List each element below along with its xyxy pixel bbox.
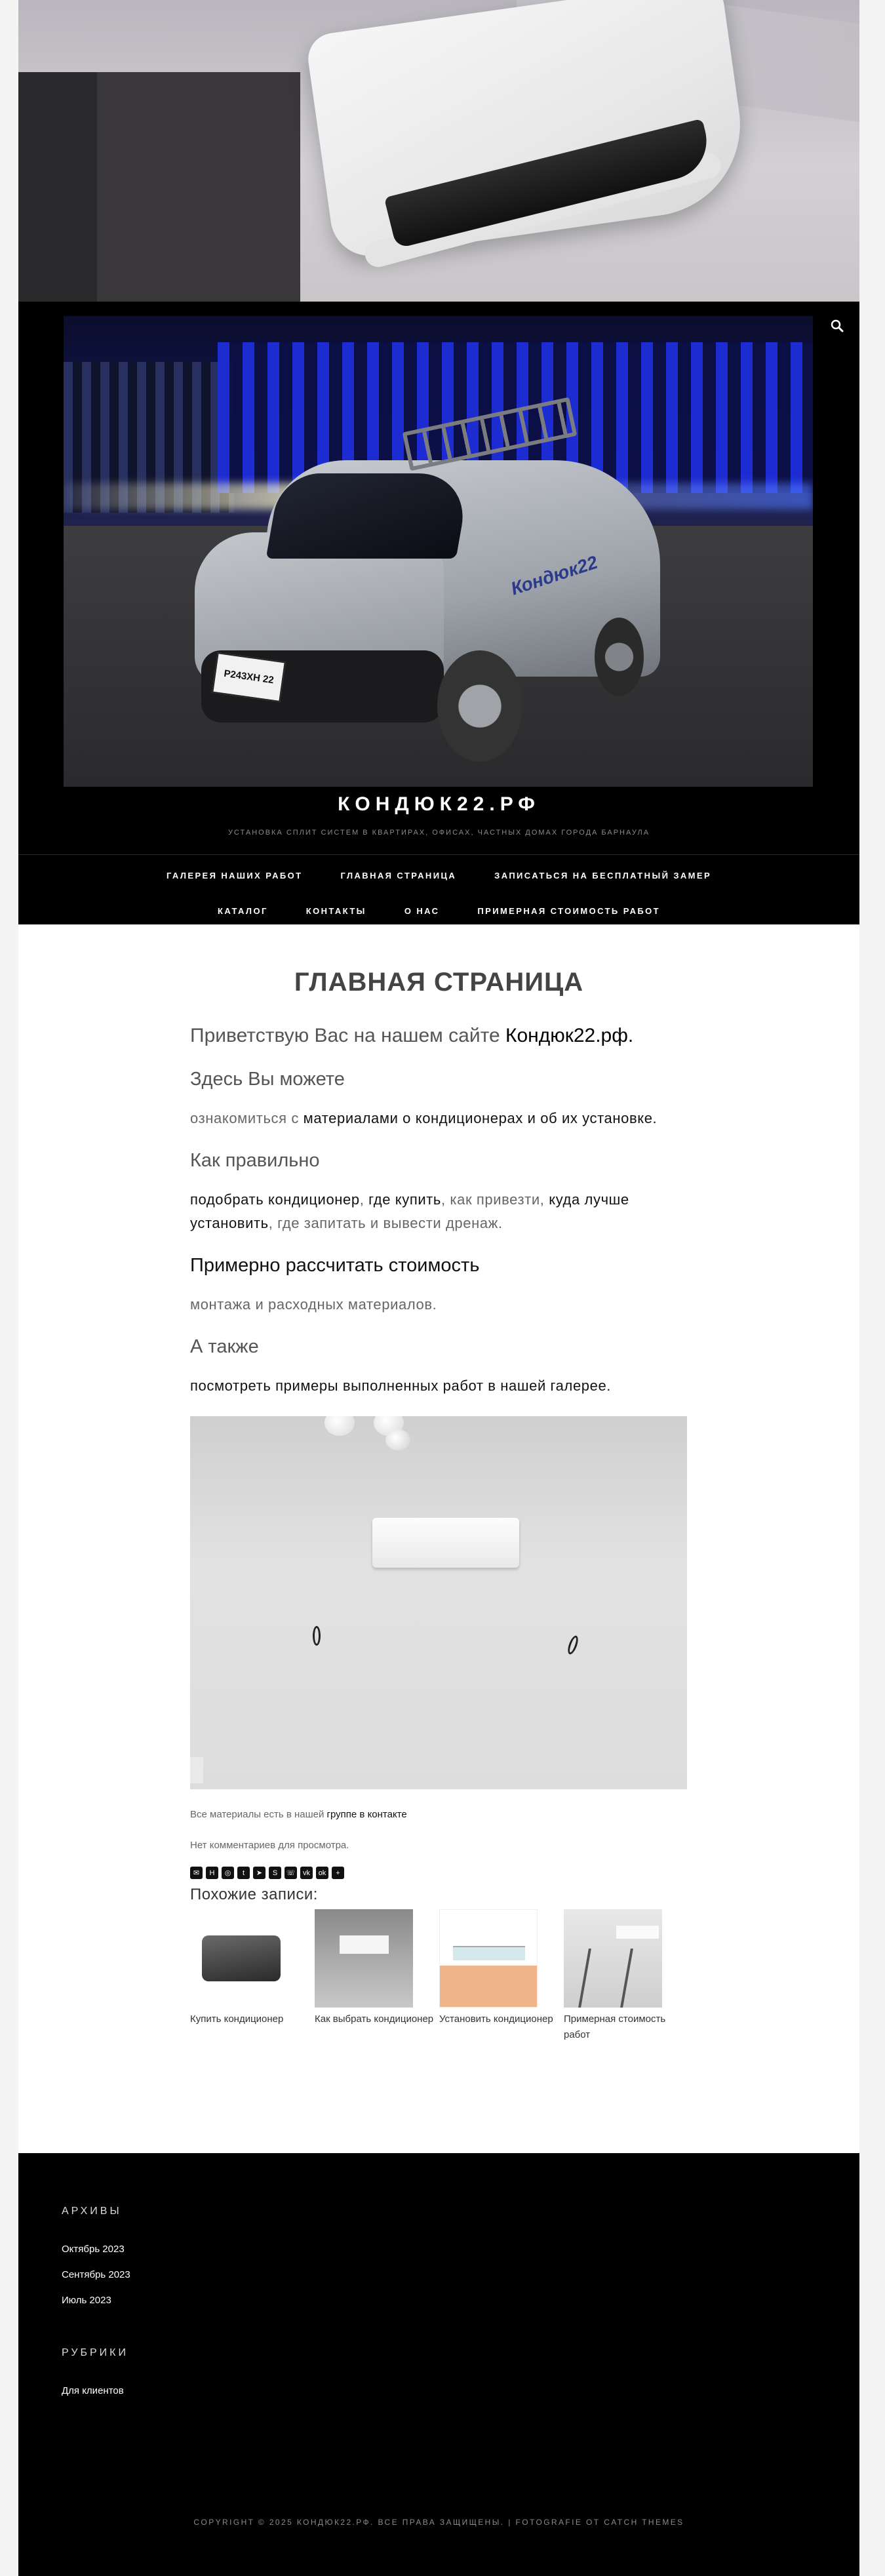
- photo-lamp: [324, 1416, 355, 1436]
- how-text-transport: , как привезти,: [441, 1191, 549, 1208]
- nav-divider: [18, 854, 859, 855]
- nav-row-1: [18, 858, 859, 893]
- page-title: ГЛАВНАЯ СТРАНИЦА: [294, 968, 584, 997]
- materials-link[interactable]: материалами о кондиционерах и об их установке.: [303, 1110, 658, 1126]
- greeting-text: Приветствую Вас на нашем сайте: [190, 1025, 505, 1046]
- nav-item-gallery[interactable]: ГАЛЕРЕЯ НАШИХ РАБОТ: [166, 870, 303, 881]
- archive-link[interactable]: Октябрь 2023: [62, 2244, 125, 2255]
- archives-title: АРХИВЫ: [62, 2206, 122, 2217]
- header-image: [64, 316, 813, 787]
- van-rear-wheel: [595, 618, 644, 696]
- site-title[interactable]: КОНДЮК22.РФ: [338, 793, 540, 815]
- archive-link[interactable]: Сентябрь 2023: [62, 2269, 130, 2280]
- where-install-link[interactable]: куда лучше установить: [190, 1191, 629, 1231]
- site-header: [18, 302, 859, 924]
- photo-switch: [190, 1757, 203, 1783]
- odnoklassniki-icon[interactable]: ok: [316, 1867, 328, 1879]
- related-post[interactable]: [439, 1909, 564, 2043]
- related-title[interactable]: Установить кондиционер: [439, 2013, 553, 2025]
- hero-door: [18, 72, 97, 302]
- paragraph-how: [190, 1188, 688, 1235]
- add-icon[interactable]: +: [332, 1867, 344, 1879]
- related-thumb-install[interactable]: [439, 1909, 538, 2008]
- site-tagline: УСТАНОВКА СПЛИТ СИСТЕМ В КВАРТИРАХ, ОФИСАХ, ЧАСТНЫХ ДОМАХ ГОРОДА БАРНАУЛА: [227, 829, 650, 837]
- categories-title: РУБРИКИ: [62, 2347, 128, 2358]
- nav-item-catalog[interactable]: КАТАЛОГ: [217, 905, 268, 916]
- archive-link[interactable]: Июль 2023: [62, 2295, 111, 2306]
- vk-icon[interactable]: vk: [300, 1867, 313, 1879]
- van-windshield: [266, 473, 471, 559]
- search-icon: [829, 318, 845, 334]
- heading-price-link[interactable]: Примерно рассчитать стоимость: [190, 1255, 480, 1276]
- photo-lamp: [385, 1429, 410, 1450]
- related-thumb-buy[interactable]: [190, 1909, 288, 2008]
- skype-icon[interactable]: S: [269, 1867, 281, 1879]
- nav-item-home[interactable]: ГЛАВНАЯ СТРАНИЦА: [340, 870, 457, 881]
- related-posts: [190, 1909, 688, 2043]
- how-text-drainage: , где запитать и вывести дренаж.: [268, 1215, 503, 1231]
- photo-wire: [313, 1626, 321, 1646]
- search-button[interactable]: [829, 318, 845, 334]
- related-post[interactable]: [564, 1909, 688, 2043]
- photo-ac-unit: [372, 1518, 519, 1568]
- archives-widget: [62, 2206, 130, 2306]
- related-post[interactable]: [315, 1909, 439, 2043]
- related-post[interactable]: [190, 1909, 315, 2043]
- copyright-text: COPYRIGHT © 2025 КОНДЮК22.РФ. ВСЕ ПРАВА ЗАЩИЩЕНЫ. |: [193, 2518, 516, 2527]
- materials-note: [190, 1809, 688, 1820]
- viber-icon[interactable]: ☏: [285, 1867, 297, 1879]
- telegram-icon[interactable]: ➤: [253, 1867, 266, 1879]
- gallery-link[interactable]: посмотреть примеры выполненных работ в нашей галерее.: [190, 1377, 612, 1394]
- heading-also: А также: [190, 1336, 259, 1357]
- nav-item-free-measurement[interactable]: ЗАПИСАТЬСЯ НА БЕСПЛАТНЫЙ ЗАМЕР: [494, 870, 712, 881]
- related-heading: Похожие записи:: [190, 1886, 318, 1903]
- copyright: [18, 2518, 859, 2527]
- heading-can: Здесь Вы можете: [190, 1069, 345, 1090]
- van-logo: Кондюк22: [508, 551, 600, 599]
- van-license-plate: Р243ХН 22: [212, 652, 286, 702]
- category-link[interactable]: Для клиентов: [62, 2385, 124, 2396]
- photo-wire: [566, 1635, 580, 1655]
- where-buy-link[interactable]: где купить: [368, 1191, 441, 1208]
- twitter-icon[interactable]: t: [237, 1867, 250, 1879]
- nav-row-2: [18, 893, 859, 928]
- greeting-site-link[interactable]: Кондюк22.рф.: [505, 1025, 634, 1046]
- site-frame: [18, 0, 859, 2576]
- paragraph-can-text: ознакомиться с: [190, 1110, 304, 1126]
- hh-icon[interactable]: H: [206, 1867, 218, 1879]
- nav-item-pricing[interactable]: ПРИМЕРНАЯ СТОИМОСТЬ РАБОТ: [477, 905, 661, 916]
- heading-how: Как правильно: [190, 1150, 320, 1171]
- van-front-wheel: [437, 650, 522, 762]
- related-title[interactable]: Примерная стоимость работ: [564, 2013, 666, 2040]
- materials-note-text: Все материалы есть в нашей: [190, 1809, 327, 1820]
- share-buttons: [190, 1867, 688, 1879]
- header-van: [195, 401, 667, 768]
- nav-item-about[interactable]: О НАС: [404, 905, 440, 916]
- categories-widget: [62, 2347, 128, 2396]
- vk-group-link[interactable]: группе в контакте: [326, 1809, 407, 1820]
- nav-item-contacts[interactable]: КОНТАКТЫ: [305, 905, 366, 916]
- hero-image: [18, 0, 859, 302]
- related-title[interactable]: Купить кондиционер: [190, 2013, 284, 2025]
- no-comments-text: Нет комментариев для просмотра.: [190, 1840, 349, 1851]
- choose-ac-link[interactable]: подобрать кондиционер: [190, 1191, 360, 1208]
- related-thumb-choose[interactable]: [315, 1909, 413, 2008]
- main-content: [18, 924, 859, 2153]
- theme-link[interactable]: FOTOGRAFIE ОТ CATCH THEMES: [515, 2518, 684, 2527]
- email-icon[interactable]: ✉: [190, 1867, 203, 1879]
- article: [190, 1023, 688, 2043]
- paragraph-also: [190, 1374, 688, 1398]
- related-thumb-price[interactable]: [564, 1909, 662, 2008]
- greeting-heading: [190, 1023, 688, 1049]
- paragraph-price: монтажа и расходных материалов.: [190, 1296, 437, 1313]
- installed-ac-photo: [190, 1416, 687, 1789]
- whatsapp-icon[interactable]: ◎: [222, 1867, 234, 1879]
- how-sep: ,: [359, 1191, 369, 1208]
- main-nav: [18, 858, 859, 928]
- site-footer: [18, 2153, 859, 2576]
- paragraph-can: [190, 1107, 688, 1130]
- related-title[interactable]: Как выбрать кондиционер: [315, 2013, 434, 2025]
